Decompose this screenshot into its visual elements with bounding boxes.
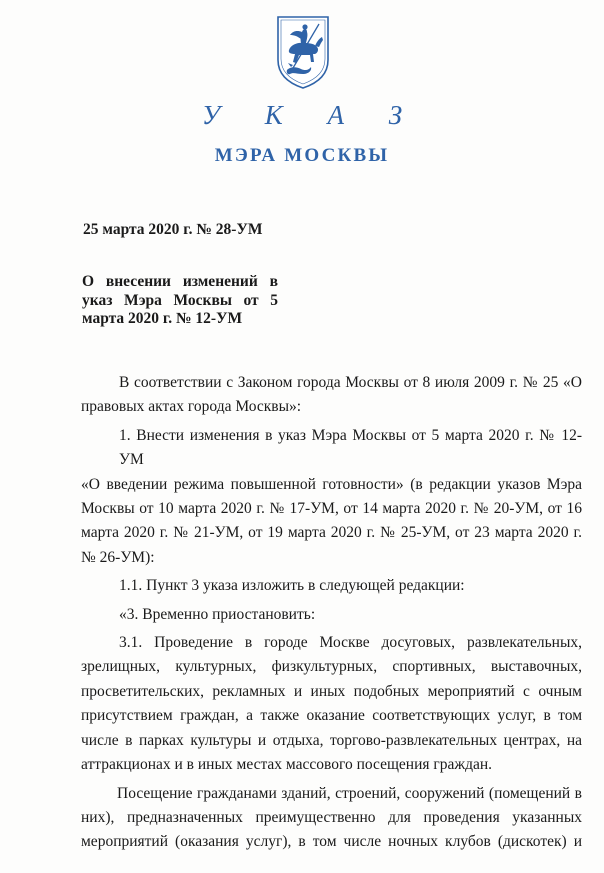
text-line: «О введении режима повышенной готовности» (в редакции указов Мэра	[81, 475, 582, 493]
document-subject	[82, 273, 278, 329]
text-line: Москвы от 10 марта 2020 г. № 17-УМ, от 14 марта 2020 г. № 20-УМ, от 16	[81, 500, 582, 518]
text-line: 1. Внести изменения в указ Мэра Москвы от 5 марта 2020 г. № 12-УМ	[119, 426, 582, 469]
text-line: присутствием граждан, а также оказание соответствующих услуг, в том	[81, 707, 582, 725]
text-line: аттракционах и в иных местах массового посещения граждан.	[81, 756, 492, 774]
text-line: просветительских, рекламных и иных подобных мероприятий с очным	[81, 682, 582, 700]
paragraph-item-1	[81, 424, 582, 570]
paragraph-preamble	[81, 371, 582, 420]
paragraph-visits	[81, 782, 582, 855]
text-line: В соответствии с Законом города Москвы от 8 июля 2009 г. № 25 «О	[119, 374, 582, 391]
date-and-number: 25 марта 2020 г. № 28-УМ	[83, 221, 263, 238]
text-line: «3. Временно приостановить:	[119, 605, 316, 623]
text-line: № 26-УМ):	[81, 548, 155, 566]
paragraph-item-3-1	[81, 631, 582, 777]
subject-line: марта 2020 г. № 12-УМ	[82, 310, 243, 327]
text-line: числе в парках культуры и отдыха, торгово-развлекательных центрах, на	[81, 731, 582, 749]
paragraph-item-3	[81, 603, 582, 627]
subject-line: О внесении изменений в	[82, 273, 278, 290]
document-type-title: У К А З	[201, 100, 422, 130]
subject-line: указ Мэра Москвы от 5	[82, 291, 278, 309]
document-body	[81, 371, 582, 855]
moscow-coat-of-arms-icon	[275, 14, 331, 90]
paragraph-item-1-1	[81, 574, 582, 598]
text-line: них), предназначенных преимущественно для проведения указанных	[81, 808, 582, 826]
text-line: 3.1. Проведение в городе Москве досуговых, развлекательных,	[119, 634, 582, 652]
text-line: зрелищных, культурных, физкультурных, спортивных, выставочных,	[81, 658, 582, 676]
text-line: марта 2020 г. № 21-УМ, от 19 марта 2020 г. № 25-УМ, от 23 марта 2020 г.	[81, 524, 582, 542]
text-line: правовых актах города Москвы»:	[81, 398, 302, 416]
issuer-title: МЭРА МОСКВЫ	[214, 145, 390, 166]
text-line: Посещение гражданами зданий, строений, сооружений (помещений в	[117, 784, 582, 802]
text-line: 1.1. Пункт 3 указа изложить в следующей редакции:	[119, 577, 465, 595]
text-line: мероприятий (оказания услуг), в том числе ночных клубов (дискотек) и	[81, 833, 582, 851]
